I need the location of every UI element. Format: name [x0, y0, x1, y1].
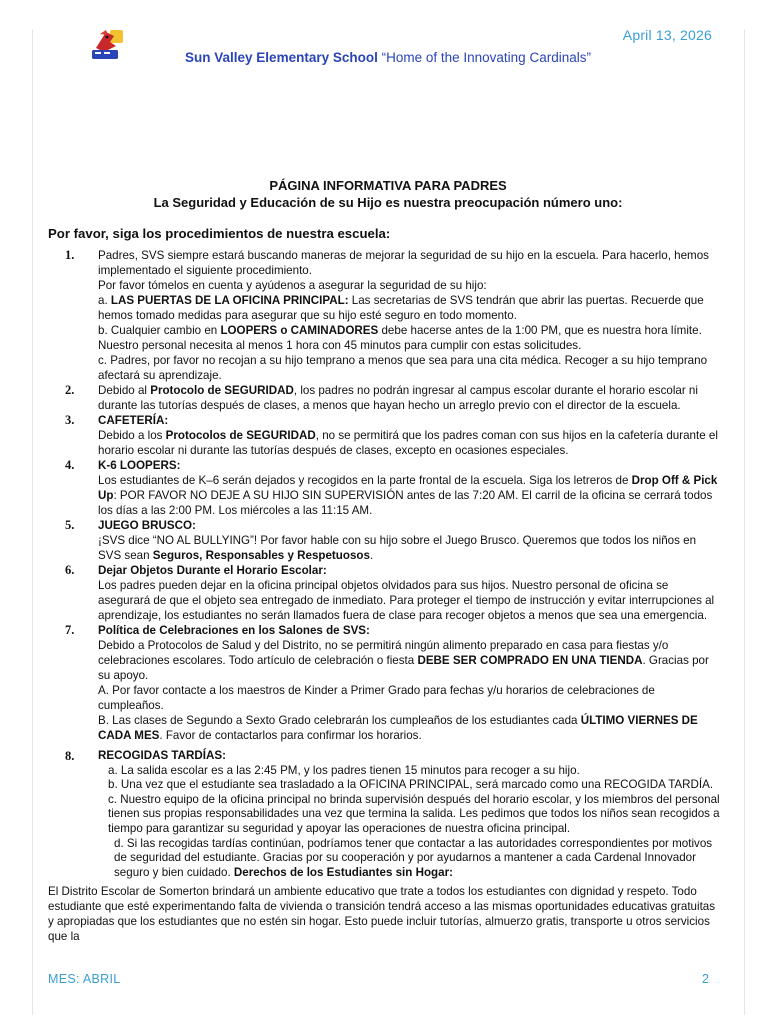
item-3-bold: Protocolos de SEGURIDAD [165, 429, 316, 442]
item-3-text [98, 428, 720, 458]
procedure-item-8 [48, 749, 720, 880]
item-8-sub-c: c. Nuestro equipo de la oficina principal no brinda supervisión después del horario escolar, y los miembros del personal tienen sus propias responsabilidades una vez que termina la salida. Les pedimos que todos los niños sean recogidos a tiempo para garantizar su seguridad y apoyar las operaciones de nuestra oficina principal. [108, 792, 720, 835]
procedures-list [48, 248, 720, 880]
sub-b-prefix: b. Cualquier cambio en [98, 324, 221, 337]
item-5-post: . [369, 549, 374, 562]
item-3-heading: CAFETERÍA: [98, 414, 169, 427]
procedure-item-4 [48, 458, 720, 518]
item-6-text: Los padres pueden dejar en la oficina principal objetos olvidados para sus hijos. Nuestro personal de oficina se asegurará de que el objeto sea entregado de inmediato. Para proteger el tiempo de instrucción y evitar interrupciones al aprendizaje, los estudiantes no serán llamados fuera de clase para recoger objetos a menos que sea una emergencia. [98, 579, 715, 622]
item-5-heading: JUEGO BRUSCO: [98, 519, 196, 532]
item-number: 6. [65, 563, 75, 577]
item-1-sub-c: c. Padres, por favor no recojan a su hijo temprano a menos que sea para una cita médica. Recoger a su hijo temprano afectará su aprendizaje. [98, 354, 708, 382]
item-1-sub-b [98, 323, 720, 353]
item-5-pre: ¡SVS dice “NO AL BULLYING”! Por favor hable con su hijo sobre el Juego Brusco. Queremos que todos los niños en SVS sean [98, 534, 697, 562]
item-7-text [98, 638, 720, 683]
item-7-sub-b [98, 713, 720, 743]
school-motto: “Home of the Innovating Cardinals” [381, 50, 591, 65]
item-7-pre: Debido a Protocolos de Salud y del Distrito, no se permitirá ningún alimento preparado en casa para fiestas y/o celebraciones escolares. Todo artículo de celebración o fiesta [98, 639, 669, 667]
procedure-item-1 [48, 248, 720, 383]
item-4-post: : POR FAVOR NO DEJE A SU HIJO SIN SUPERVISIÓN antes de las 7:20 AM. El carril de la oficina se cerrará todos los días a las 2:00 PM. Los miércoles a las 11:15 AM. [98, 489, 713, 517]
item-4-bold: Drop Off & Pick Up [98, 474, 718, 502]
school-header [0, 50, 776, 65]
item-2-text [98, 383, 720, 413]
title-line-1: PÁGINA INFORMATIVA PARA PADRES [269, 178, 507, 193]
title-line-2: La Seguridad y Educación de su Hijo es nuestra preocupación número uno: [153, 195, 623, 210]
procedure-item-3 [48, 413, 720, 458]
item-7-sub-a: A. Por favor contacte a los maestros de Kinder a Primer Grado para fechas y/u horarios de celebraciones de cumpleaños. [98, 684, 655, 712]
procedure-item-5 [48, 518, 720, 563]
item-8-heading: RECOGIDAS TARDÍAS: [98, 749, 226, 762]
item-2-post: , los padres no podrán ingresar al campus escolar durante el horario escolar ni durante las tutorías después de clases, a menos que hayan hecho un arreglo previo con el director de la escuela. [98, 384, 698, 412]
school-name: Sun Valley Elementary School [185, 50, 378, 65]
item-7-post: . Gracias por su apoyo. [98, 654, 709, 682]
procedures-lead: Por favor, siga los procedimientos de nuestra escuela: [48, 226, 391, 241]
footer-month: MES: ABRIL [48, 972, 121, 986]
item-7-bold: DEBE SER COMPRADO EN UNA TIENDA [417, 654, 643, 667]
item-7-heading: Política de Celebraciones en los Salones de SVS: [98, 624, 370, 637]
item-8-sub-b: b. Una vez que el estudiante sea trasladado a la OFICINA PRINCIPAL, será marcado como una RECOGIDA TARDÍA. [108, 778, 714, 792]
sub-b-text: debe hacerse antes de la 1:00 PM, que es nuestra hora límite. Nuestro personal necesita al menos 1 hora con 45 minutos para cumplir con estas solicitudes. [98, 324, 702, 352]
item-1-intro: Padres, SVS siempre estará buscando maneras de mejorar la seguridad de su hijo en la escuela. Para hacerlo, hemos implementado el siguiente procedimiento. [98, 249, 709, 277]
item-8-sub-d [98, 837, 720, 881]
item-number: 2. [65, 383, 75, 397]
item-5-bold: Seguros, Responsables y Respetuosos [152, 549, 370, 562]
item-5-text [98, 533, 720, 563]
sub-a-prefix: a. [98, 294, 111, 307]
item-4-pre: Los estudiantes de K–6 serán dejados y recogidos en la parte frontal de la escuela. Siga los letreros de [98, 474, 632, 487]
item-number: 7. [65, 623, 75, 637]
item-2-pre: Debido al [98, 384, 151, 397]
item-2-bold: Protocolo de SEGURIDAD [150, 384, 294, 397]
item-6-heading: Dejar Objetos Durante el Horario Escolar: [98, 564, 327, 577]
item-1-request: Por favor tómelos en cuenta y ayúdenos a asegurar la seguridad de su hijo: [98, 279, 487, 292]
item-number: 8. [65, 749, 75, 763]
item-number: 4. [65, 458, 75, 472]
item-number: 1. [65, 248, 75, 262]
item-8-sub-d-bold: Derechos de los Estudiantes sin Hogar: [233, 865, 453, 879]
item-7-sub-b-post: . Favor de contactarlos para confirmar los horarios. [159, 729, 422, 742]
item-8-sub-d-text: d. Si las recogidas tardías continúan, podríamos tener que contactar a las autoridades correspondientes por motivos de seguridad del estudiante. Gracias por su cooperación y por ayudarnos a mantener a cada Cardenal Innovador seguro y bien cuidado. [114, 836, 713, 879]
item-4-heading: K-6 LOOPERS: [98, 459, 181, 472]
item-number: 3. [65, 413, 75, 427]
item-8-sub-a: a. La salida escolar es a las 2:45 PM, y los padres tienen 15 minutos para recoger a su hijo. [108, 763, 580, 777]
homeless-rights-paragraph: El Distrito Escolar de Somerton brindará un ambiente educativo que trate a todos los estudiantes con dignidad y respeto. Todo estudiante que esté experimentando falta de vivienda o transición tendrá acceso a las mismas oportunidades educativas gratuitas y apropiadas que los estudiantes que no estén sin hogar. Esto puede incluir tutorías, almuerzo gratis, transporte u otros servicios que la [48, 885, 716, 943]
sub-a-bold: LAS PUERTAS DE LA OFICINA PRINCIPAL: [110, 294, 349, 307]
item-7-sub-b-pre: B. Las clases de Segundo a Sexto Grado celebrarán los cumpleaños de los estudiantes cada [98, 714, 581, 727]
page-title [0, 177, 776, 211]
item-1-sub-a [98, 293, 720, 323]
item-3-pre: Debido a los [98, 429, 166, 442]
item-4-text [98, 473, 720, 518]
procedure-item-7 [48, 623, 720, 743]
item-3-post: , no se permitirá que los padres coman con sus hijos en la cafetería durante el horario escolar ni durante las tutorías después de clases, excepto en ocasiones especiales. [98, 429, 718, 457]
sub-b-bold: LOOPERS o CAMINADORES [220, 324, 379, 337]
footer-page-number: 2 [702, 972, 709, 986]
header-date: April 13, 2026 [622, 27, 712, 43]
sub-a-text: Las secretarias de SVS tendrán que abrir las puertas. Recuerde que hemos tomado medidas para asegurar que su hijo esté seguro en todo momento. [98, 294, 704, 322]
item-7-sub-b-bold: ÚLTIMO VIERNES DE CADA MES [98, 714, 698, 742]
procedure-item-2 [48, 383, 720, 413]
item-number: 5. [65, 518, 75, 532]
procedure-item-6 [48, 563, 720, 623]
